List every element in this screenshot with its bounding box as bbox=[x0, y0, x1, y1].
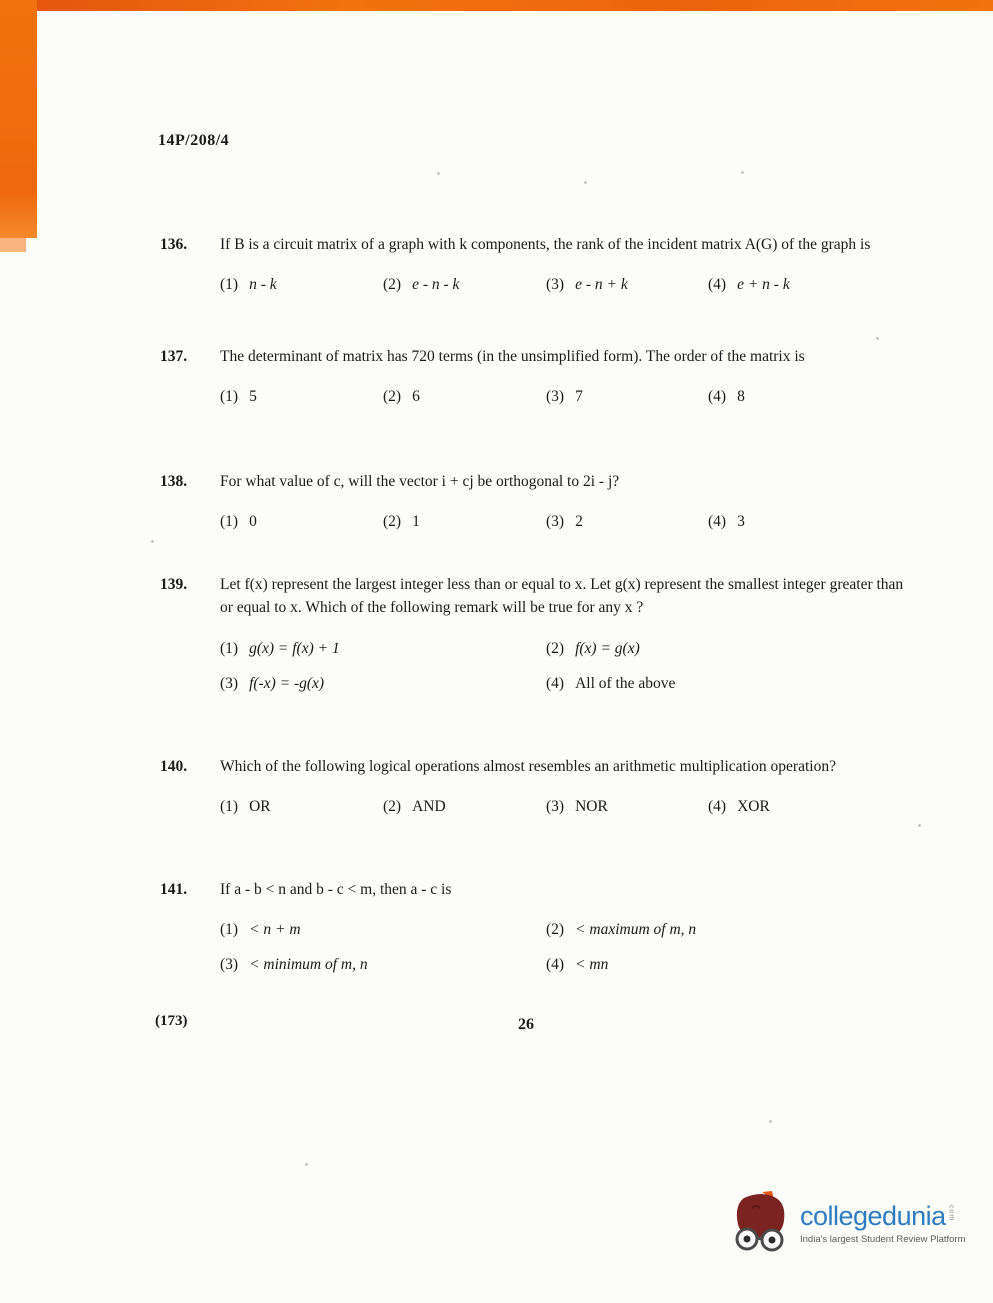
scan-speck bbox=[918, 824, 921, 827]
scan-artifact-left-bar bbox=[0, 0, 37, 238]
option bbox=[220, 921, 546, 939]
question-text: The determinant of matrix has 720 terms (in the unsimplified form). The order of the matrix is bbox=[220, 348, 805, 365]
option-text: 1 bbox=[412, 513, 420, 531]
option-text: 5 bbox=[249, 388, 257, 406]
option bbox=[220, 640, 546, 658]
option bbox=[546, 675, 905, 693]
option-text: 0 bbox=[249, 513, 257, 531]
brand-name: collegedunia bbox=[800, 1200, 946, 1231]
scan-speck bbox=[151, 540, 154, 543]
option-text: e - n - k bbox=[412, 276, 460, 294]
option-label: (4) bbox=[546, 674, 565, 692]
question-136 bbox=[160, 233, 905, 294]
options-grid bbox=[220, 640, 905, 693]
option bbox=[383, 513, 546, 531]
collegedunia-mascot-icon bbox=[732, 1190, 790, 1257]
question-number: 138. bbox=[160, 473, 188, 490]
options-row bbox=[220, 513, 905, 531]
options-row bbox=[220, 276, 905, 294]
option-text: < mn bbox=[575, 956, 609, 974]
option bbox=[220, 388, 383, 406]
option bbox=[708, 276, 905, 294]
scan-artifact-top-bar bbox=[0, 0, 993, 11]
option-text: All of the above bbox=[575, 674, 676, 692]
option-text: 6 bbox=[412, 388, 420, 406]
option-text: 2 bbox=[575, 513, 583, 531]
question-text: Which of the following logical operations almost resembles an arithmetic multiplication operation? bbox=[220, 758, 836, 775]
question-number: 136. bbox=[160, 236, 188, 253]
option bbox=[546, 276, 708, 294]
question-138 bbox=[160, 470, 905, 531]
footer-code: (173) bbox=[155, 1013, 188, 1029]
question-141 bbox=[160, 878, 905, 974]
scan-speck bbox=[437, 172, 440, 175]
question-text: For what value of c, will the vector i + cj be orthogonal to 2i - j? bbox=[220, 473, 620, 490]
option-label: (1) bbox=[220, 798, 239, 816]
option-label: (3) bbox=[546, 388, 565, 406]
option-text: OR bbox=[249, 798, 271, 816]
scan-speck bbox=[769, 1120, 772, 1123]
option-label: (2) bbox=[383, 798, 402, 816]
option-label: (3) bbox=[546, 798, 565, 816]
question-139 bbox=[160, 573, 905, 693]
scan-speck bbox=[876, 337, 879, 340]
option bbox=[383, 798, 546, 816]
option bbox=[708, 798, 905, 816]
option-text: NOR bbox=[575, 798, 608, 816]
option bbox=[546, 513, 708, 531]
option bbox=[220, 513, 383, 531]
scan-artifact-left-tip bbox=[0, 238, 26, 252]
option-text: 8 bbox=[737, 388, 745, 406]
option bbox=[220, 276, 383, 294]
question-137 bbox=[160, 345, 905, 406]
option-label: (4) bbox=[708, 798, 727, 816]
option-label: (3) bbox=[220, 674, 239, 692]
options-row bbox=[220, 798, 905, 816]
option-text: 3 bbox=[737, 513, 745, 531]
option-label: (4) bbox=[546, 956, 565, 974]
question-number: 137. bbox=[160, 348, 188, 365]
option-label: (1) bbox=[220, 276, 239, 294]
option bbox=[383, 388, 546, 406]
option-label: (2) bbox=[546, 921, 565, 939]
option-text: f(x) = g(x) bbox=[575, 639, 640, 657]
option bbox=[546, 956, 905, 974]
option bbox=[220, 956, 546, 974]
brand-tagline: India's largest Student Review Platform bbox=[800, 1233, 966, 1245]
option-label: (2) bbox=[546, 639, 565, 657]
logo-text-block bbox=[800, 1200, 966, 1245]
option bbox=[220, 675, 546, 693]
option bbox=[546, 388, 708, 406]
option bbox=[708, 513, 905, 531]
option-label: (3) bbox=[546, 513, 565, 531]
option-label: (1) bbox=[220, 388, 239, 406]
question-text: If a - b < n and b - c < m, then a - c is bbox=[220, 881, 452, 898]
option bbox=[383, 276, 546, 294]
options-grid bbox=[220, 921, 905, 974]
page-number: 26 bbox=[518, 1016, 534, 1033]
question-number: 140. bbox=[160, 758, 188, 775]
option-text: e - n + k bbox=[575, 276, 628, 294]
option-text: f(-x) = -g(x) bbox=[249, 674, 325, 692]
option-text: n - k bbox=[249, 276, 277, 294]
option-text: g(x) = f(x) + 1 bbox=[249, 639, 340, 657]
question-text: Let f(x) represent the largest integer less than or equal to x. Let g(x) represent the smallest integer greater than or equal to x. Which of the following remark will be true for any x ? bbox=[220, 576, 904, 617]
option-label: (4) bbox=[708, 276, 727, 294]
option-label: (1) bbox=[220, 639, 239, 657]
option-text: 7 bbox=[575, 388, 583, 406]
option-label: (2) bbox=[383, 388, 402, 406]
option-text: < maximum of m, n bbox=[575, 921, 697, 939]
scan-speck bbox=[584, 181, 587, 184]
option-text: e + n - k bbox=[737, 276, 790, 294]
option-label: (3) bbox=[220, 956, 239, 974]
option bbox=[546, 921, 905, 939]
collegedunia-logo bbox=[732, 1190, 966, 1257]
option-label: (2) bbox=[383, 513, 402, 531]
option-text: < minimum of m, n bbox=[249, 956, 368, 974]
option-label: (1) bbox=[220, 513, 239, 531]
option bbox=[220, 798, 383, 816]
option-label: (4) bbox=[708, 513, 727, 531]
option-label: (3) bbox=[546, 276, 565, 294]
option bbox=[546, 798, 708, 816]
option-text: AND bbox=[412, 798, 446, 816]
question-text: If B is a circuit matrix of a graph with k components, the rank of the incident matrix A(G) of the graph is bbox=[220, 236, 871, 253]
option bbox=[546, 640, 905, 658]
option-label: (2) bbox=[383, 276, 402, 294]
question-140 bbox=[160, 755, 905, 816]
scan-speck bbox=[741, 171, 744, 174]
paper-code: 14P/208/4 bbox=[158, 132, 230, 149]
option-text: < n + m bbox=[249, 921, 301, 939]
option-text: XOR bbox=[737, 798, 770, 816]
question-number: 139. bbox=[160, 576, 188, 593]
question-number: 141. bbox=[160, 881, 188, 898]
brand-domain-suffix: com bbox=[947, 1204, 955, 1221]
option-label: (1) bbox=[220, 921, 239, 939]
option-label: (4) bbox=[708, 388, 727, 406]
option bbox=[708, 388, 905, 406]
scan-speck bbox=[305, 1163, 308, 1166]
options-row bbox=[220, 388, 905, 406]
